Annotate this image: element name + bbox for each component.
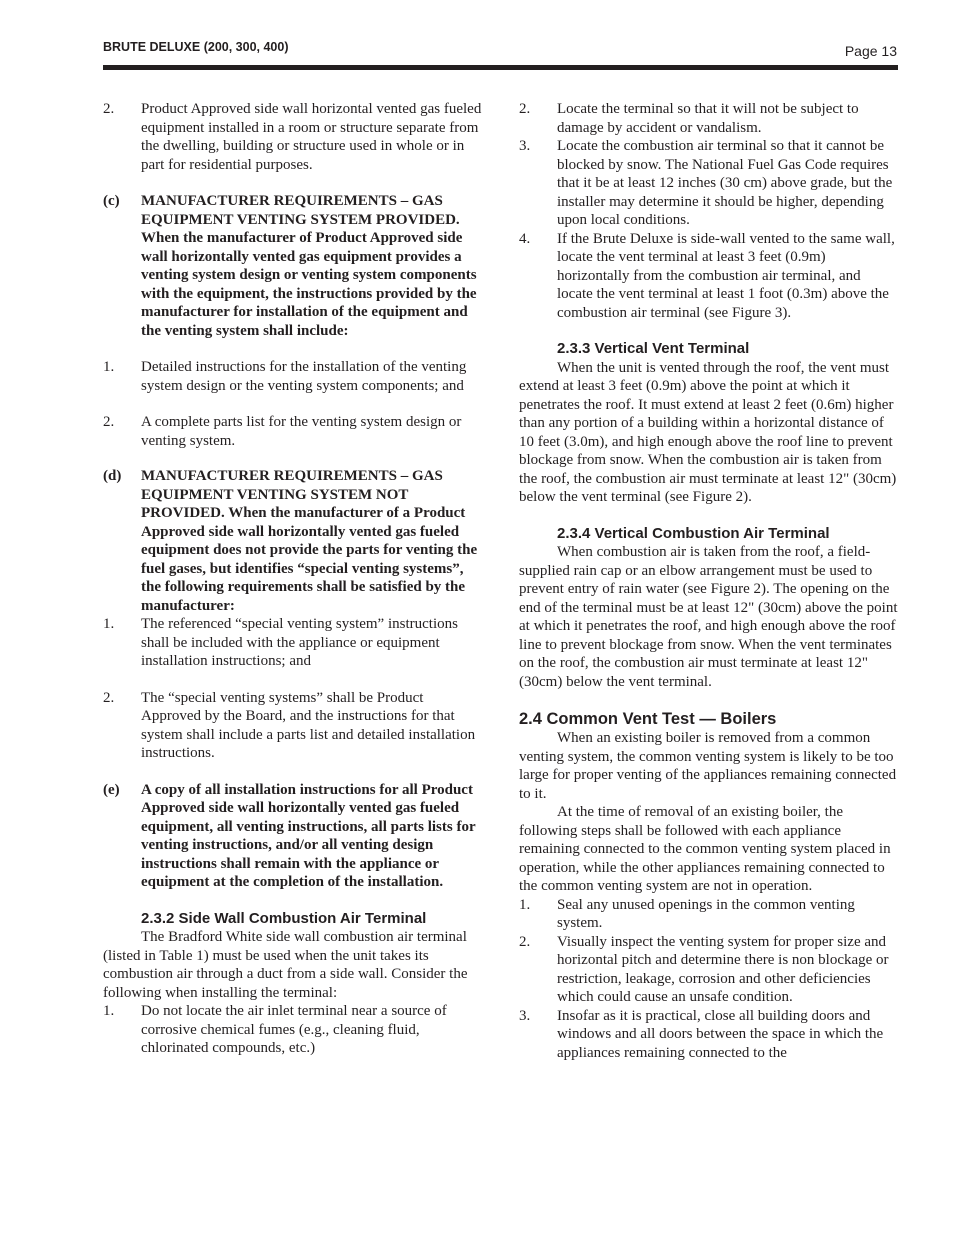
item-text: MANUFACTURER REQUIREMENTS – GAS EQUIPMENT VENTING SYSTEM PROVIDED. When the manufacturer of Product Approved side wall horizontally vented gas equipment provides a venting system design or venting system components with the equipment, the instructions provided by the manufacturer for installation of the equipment and the venting system shall include: — [141, 193, 477, 339]
item-number: 3. — [519, 1007, 531, 1024]
item-number: (d) — [103, 468, 122, 484]
paragraph: When combustion air is taken from the roof, a field-supplied rain cap or an elbow arrangement must be used to prevent entry of rain water (see Figure 2). The opening on the end of the terminal must be at least 12" (30cm) above the point at which it penetrates the roof, and high enough above the roof line to prevent blockage from snow. When the vent terminates on the roof, the combustion air must terminate at least 12" (30cm) below the vent terminal. — [519, 544, 898, 690]
item-text: A complete parts list for the venting system design or venting system. — [141, 414, 462, 449]
requirement-d — [103, 467, 485, 615]
list-item — [103, 100, 485, 174]
item-number: 3. — [519, 138, 531, 154]
page-number: Page 13 — [844, 43, 897, 59]
list-item — [519, 137, 900, 230]
item-text: A copy of all installation instructions for all Product Approved side wall horizontally vented gas fueled equipment, all venting instructions, all parts lists for venting instructions, and/or all venting design instructions shall remain with the appliance or equipment at the completion of the installation. — [141, 781, 476, 890]
item-text: If the Brute Deluxe is side-wall vented to the same wall, locate the vent terminal at least 3 feet (0.9m) horizontally from the combustion air terminal, and locate the vent terminal at least 1 foot (0.3m) above the combustion air terminal (see Figure 3). — [557, 230, 895, 321]
list-item — [519, 1007, 900, 1063]
list-item — [519, 100, 900, 137]
item-number: 2. — [103, 689, 115, 706]
list-item — [103, 1002, 485, 1058]
section-heading: 2.3.3 Vertical Vent Terminal — [557, 340, 750, 357]
requirement-e — [103, 781, 485, 892]
list-item — [103, 413, 485, 450]
item-text: Visually inspect the venting system for proper size and horizontal pitch and determine there is non blockage or restriction, leakage, corrosion and other deficiencies which could cause an unsafe condition. — [557, 933, 889, 1005]
right-column — [519, 100, 900, 1062]
item-number: 4. — [519, 230, 531, 247]
section-heading: 2.4 Common Vent Test — Boilers — [519, 710, 777, 728]
left-column — [103, 100, 485, 1058]
list-item — [103, 615, 485, 671]
document-title: BRUTE DELUXE (200, 300, 400) — [103, 40, 289, 54]
paragraph: When an existing boiler is removed from a common venting system, the common venting system is likely to be too large for proper venting of the appliances remaining connected to it. — [519, 730, 897, 802]
item-number: 1. — [103, 616, 115, 632]
requirement-c — [103, 192, 485, 340]
item-text: Locate the terminal so that it will not be subject to damage by accident or vandalism. — [557, 101, 859, 136]
item-number: (c) — [103, 193, 120, 209]
item-text: The “special venting systems” shall be Product Approved by the Board, and the instructions for that system shall include a parts list and detailed installation instructions. — [141, 689, 476, 761]
list-item — [103, 689, 485, 763]
list-item — [103, 358, 485, 395]
list-item — [519, 933, 900, 1007]
item-number: 1. — [519, 896, 531, 913]
item-number: 2. — [519, 101, 531, 117]
item-text: MANUFACTURER REQUIREMENTS – GAS EQUIPMENT VENTING SYSTEM NOT PROVIDED. When the manufacturer of a Product Approved side wall horizontally vented gas fueled equipment does not provide the parts for venting the fuel gases, but identifies “special venting systems”, the following requirements shall be satisfied by the manufacturer: — [141, 468, 478, 614]
item-number: 2. — [103, 414, 115, 430]
section-heading: 2.3.4 Vertical Combustion Air Terminal — [557, 524, 830, 542]
list-item — [519, 230, 900, 323]
item-text: Detailed instructions for the installation of the venting system design or the venting system components; and — [141, 359, 467, 394]
paragraph: The Bradford White side wall combustion air terminal (listed in Table 1) must be used when the unit takes its combustion air through a duct from a side wall. Consider the following when installing the terminal: — [103, 929, 468, 1001]
item-text: Product Approved side wall horizontal vented gas fueled equipment installed in a room or structure separate from the dwelling, building or structure used in whole or in part for residential purposes. — [141, 101, 482, 173]
item-number: 2. — [103, 101, 115, 117]
paragraph: At the time of removal of an existing boiler, the following steps shall be followed with each appliance remaining connected to the common venting system placed in operation, while the other appliances remaining connected to the common venting system are not in operation. — [519, 804, 891, 894]
item-number: 2. — [519, 933, 531, 950]
item-number: 1. — [103, 359, 115, 375]
item-text: Do not locate the air inlet terminal near a source of corrosive chemical fumes (e.g., cleaning fluid, chlorinated compounds, etc.) — [141, 1003, 447, 1056]
header-rule — [103, 65, 898, 70]
item-number: 1. — [103, 1003, 115, 1019]
list-item — [519, 896, 900, 933]
item-number: (e) — [103, 781, 120, 798]
item-text: Seal any unused openings in the common venting system. — [557, 896, 855, 931]
item-text: Insofar as it is practical, close all building doors and windows and all doors between the space in which the appliances remaining connected to the — [557, 1007, 884, 1061]
paragraph: When the unit is vented through the roof, the vent must extend at least 3 feet (0.9m) above the point at which it penetrates the roof. It must extend at least 2 feet (0.6m) higher than any portion of a building within a horizontal distance of 10 feet (3.0m), and high enough above the roof line to prevent blockage from snow. When the combustion air is taken from the roof, the combustion air must terminate at least 12" (30cm) below the vent terminal (see Figure 2). — [519, 359, 897, 505]
section-heading: 2.3.2 Side Wall Combustion Air Terminal — [141, 909, 427, 927]
item-text: The referenced “special venting system” instructions shall be included with the appliance or equipment installation instructions; and — [141, 616, 458, 669]
item-text: Locate the combustion air terminal so that it cannot be blocked by snow. The National Fuel Gas Code requires that it be at least 12 inches (30 cm) above grade, but the installer may determine it should be higher, depending upon local conditions. — [557, 138, 893, 228]
